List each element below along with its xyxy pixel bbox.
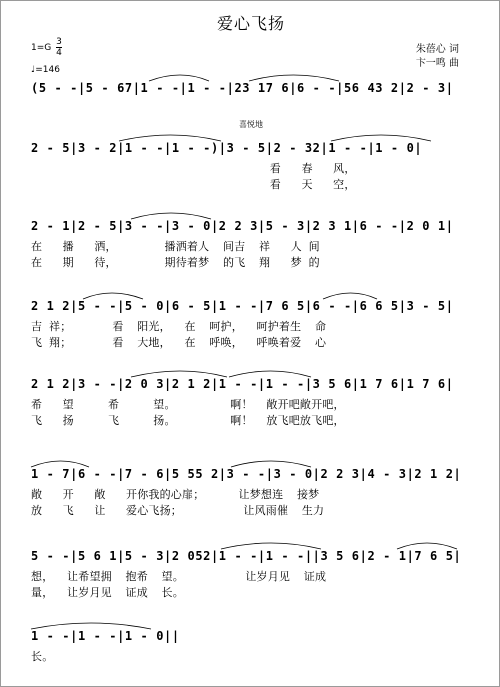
song-title: 爱心飞扬 [216, 14, 285, 33]
notation-line: 5 - -|5 6 1|5 - 3|2 052|1 - -|1 - -||3 5 6|2 - 1|7 6 5| [31, 549, 462, 563]
credits [416, 43, 459, 71]
tempo-marking: ♩=146 [31, 65, 60, 75]
lyrics-verse-2: 看 天 空， [31, 178, 356, 191]
lyrics-verse-1: 吉 祥； 看 阳光， 在 呵护， 呵护着生 命 [31, 320, 327, 333]
key-signature: 1=G [31, 43, 52, 53]
notation-line: 2 - 1|2 - 5|3 - -|3 - 0|2 2 3|5 - 3|2 3 1|6 - -|2 0 1| [31, 219, 454, 233]
notation-line: 2 1 2|5 - -|5 - 0|6 - 5|1 - -|7 6 5|6 - -|6 6 5|3 - 5| [31, 299, 454, 313]
music-system-6 [31, 467, 477, 519]
slur-marks [31, 69, 479, 83]
composer-credit: 卞一鸣 曲 [415, 58, 459, 69]
lyrics-verse-1: 长。 [31, 650, 54, 663]
slur-marks [31, 287, 479, 301]
music-system-5 [31, 377, 477, 429]
music-system-2 [31, 141, 477, 193]
music-system-8 [31, 629, 477, 665]
music-system-1 [31, 81, 477, 101]
slur-marks [31, 537, 479, 551]
notation-line: 1 - -|1 - -|1 - 0|| [31, 629, 180, 643]
notation-line: 1 - 7|6 - -|7 - 6|5 55 2|3 - -|3 - 0|2 2 3|4 - 3|2 1 2| [31, 467, 462, 481]
lyrics-verse-2: 在 期 待， 期待着梦 的飞 翔 梦 的 [31, 256, 320, 269]
time-signature [56, 37, 62, 58]
lyrics-verse-1: 想， 让希望拥 抱希 望。 让岁月见 证成 [31, 570, 327, 583]
lyrics-verse-2: 飞 翔； 看 大地， 在 呼唤， 呼唤着爱 心 [31, 336, 327, 349]
notation-line: (5 - -|5 - 67|1 - -|1 - -|23 17 6|6 - -|56 43 2|2 - 3| [31, 81, 454, 95]
lyrics-verse-1: 在 播 洒， 播洒着人 间吉 祥 人 间 [31, 240, 320, 253]
lyrics-verse-2: 量， 让岁月见 证成 长。 [31, 586, 184, 599]
time-signature-denominator: 4 [56, 48, 62, 58]
notation-line: 2 1 2|3 - -|2 0 3|2 1 2|1 - -|1 - -|3 5 6|1 7 6|1 7 6| [31, 377, 454, 391]
slur-marks [31, 207, 479, 221]
music-system-7 [31, 549, 477, 601]
slur-marks [31, 617, 479, 631]
lyrics-verse-1: 希 望 希 望。 啊！ 敞开吧敞开吧， [31, 398, 345, 411]
slur-marks [31, 129, 479, 143]
lyrics-verse-2: 放 飞 让 爱心飞扬； 让风雨催 生力 [31, 504, 325, 517]
music-system-4 [31, 299, 477, 351]
music-system-3 [31, 219, 477, 271]
lyricist-credit: 朱蓓心 词 [415, 44, 459, 55]
slur-marks [31, 365, 479, 379]
time-signature-numerator: 3 [56, 37, 62, 47]
lyrics-verse-1: 看 春 风， [31, 162, 356, 175]
expression-marking: 喜悦地 [239, 120, 263, 129]
lyrics-verse-1: 敞 开 敞 开你我的心扉； 让梦想连 接梦 [31, 488, 320, 501]
lyrics-verse-2: 飞 扬 飞 扬。 啊！ 放飞吧放飞吧， [31, 414, 345, 427]
notation-line: 2 - 5|3 - 2|1 - -|1 - -)|3 - 5|2 - 32|1 - -|1 - 0| [31, 141, 423, 155]
slur-marks [31, 455, 479, 469]
